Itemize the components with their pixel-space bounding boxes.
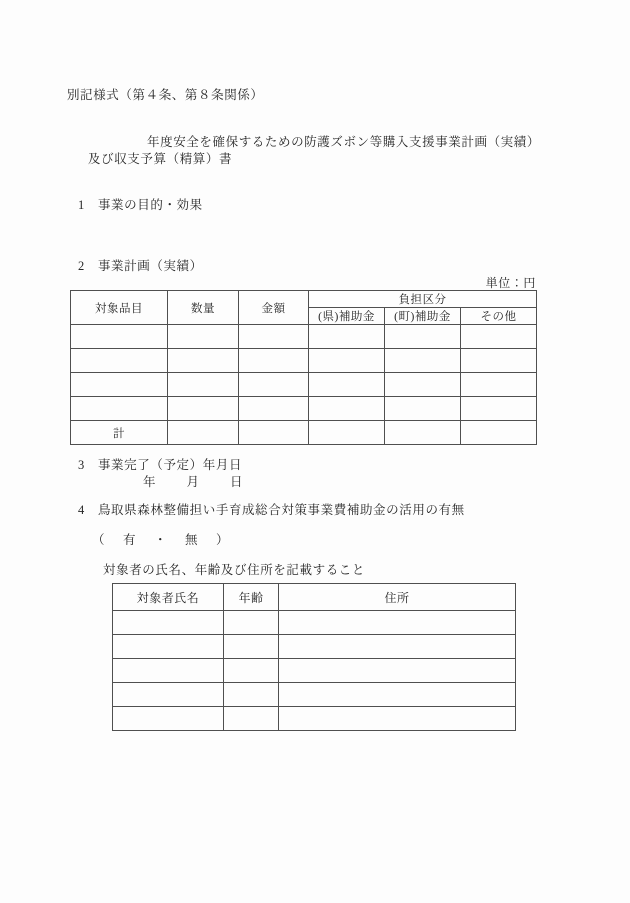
section-2-heading: 2 事業計画（実績） xyxy=(78,259,203,273)
empty-cell xyxy=(168,373,239,397)
table1-empty-row xyxy=(71,349,537,373)
empty-cell xyxy=(71,373,168,397)
table1-empty-row xyxy=(71,325,537,349)
table2-empty-row xyxy=(113,683,516,707)
empty-cell xyxy=(71,325,168,349)
empty-cell xyxy=(309,397,385,421)
table1-total-row xyxy=(71,421,537,445)
empty-cell xyxy=(113,707,224,731)
total-value-cell xyxy=(239,421,309,445)
empty-cell xyxy=(71,397,168,421)
empty-cell xyxy=(168,325,239,349)
business-plan-table xyxy=(70,290,537,445)
empty-cell xyxy=(113,635,224,659)
t1-header-town-subsidy: (町)補助金 xyxy=(385,308,461,325)
empty-cell xyxy=(224,707,279,731)
empty-cell xyxy=(168,349,239,373)
total-value-cell xyxy=(168,421,239,445)
empty-cell xyxy=(113,659,224,683)
section-3-heading: 3 事業完了（予定）年月日 xyxy=(78,458,243,472)
section-4-choice: （ 有 ・ 無 ） xyxy=(92,533,232,547)
total-label-cell: 計 xyxy=(71,421,168,445)
empty-cell xyxy=(461,349,537,373)
empty-cell xyxy=(309,373,385,397)
t2-header-name: 対象者氏名 xyxy=(113,584,224,611)
empty-cell xyxy=(239,349,309,373)
empty-cell xyxy=(279,611,516,635)
section-4-note: 対象者の氏名、年齢及び住所を記載すること xyxy=(103,563,366,577)
empty-cell xyxy=(279,683,516,707)
empty-cell xyxy=(385,397,461,421)
total-value-cell xyxy=(385,421,461,445)
empty-cell xyxy=(224,659,279,683)
table1-header-row-1 xyxy=(71,291,537,308)
form-style-note: 別記様式（第４条、第８条関係） xyxy=(67,88,264,102)
total-value-cell xyxy=(309,421,385,445)
table2-empty-row xyxy=(113,659,516,683)
t1-header-pref-subsidy: (県)補助金 xyxy=(309,308,385,325)
t1-header-amount: 金額 xyxy=(239,291,309,325)
empty-cell xyxy=(309,325,385,349)
table2-empty-row xyxy=(113,635,516,659)
total-value-cell xyxy=(461,421,537,445)
empty-cell xyxy=(224,635,279,659)
empty-cell xyxy=(279,659,516,683)
empty-cell xyxy=(71,349,168,373)
table2-empty-row xyxy=(113,611,516,635)
empty-cell xyxy=(239,373,309,397)
empty-cell xyxy=(461,397,537,421)
empty-cell xyxy=(113,683,224,707)
empty-cell xyxy=(309,349,385,373)
t1-header-item: 対象品目 xyxy=(71,291,168,325)
unit-label: 単位：円 xyxy=(485,276,536,290)
t1-header-other: その他 xyxy=(461,308,537,325)
document-title-line2: 及び収支予算（精算）書 xyxy=(88,152,233,166)
empty-cell xyxy=(168,397,239,421)
empty-cell xyxy=(461,373,537,397)
empty-cell xyxy=(279,635,516,659)
empty-cell xyxy=(239,397,309,421)
empty-cell xyxy=(385,349,461,373)
document-title-line1: 年度安全を確保するための防護ズボン等購入支援事業計画（実績） xyxy=(147,135,541,149)
table1-empty-row xyxy=(71,373,537,397)
empty-cell xyxy=(224,611,279,635)
empty-cell xyxy=(385,325,461,349)
table1-empty-row xyxy=(71,397,537,421)
target-persons-table xyxy=(112,583,516,731)
section-4-heading: 4 鳥取県森林整備担い手育成総合対策事業費補助金の活用の有無 xyxy=(78,503,465,517)
section-3-date-line: 年 月 日 xyxy=(143,475,245,489)
empty-cell xyxy=(224,683,279,707)
t2-header-address: 住所 xyxy=(279,584,516,611)
section-1-heading: 1 事業の目的・効果 xyxy=(78,198,203,212)
empty-cell xyxy=(461,325,537,349)
empty-cell xyxy=(239,325,309,349)
t2-header-age: 年齢 xyxy=(224,584,279,611)
empty-cell xyxy=(385,373,461,397)
table2-empty-row xyxy=(113,707,516,731)
empty-cell xyxy=(113,611,224,635)
empty-cell xyxy=(279,707,516,731)
t1-header-quantity: 数量 xyxy=(168,291,239,325)
t1-header-burden-group: 負担区分 xyxy=(309,291,537,308)
table2-header-row xyxy=(113,584,516,611)
